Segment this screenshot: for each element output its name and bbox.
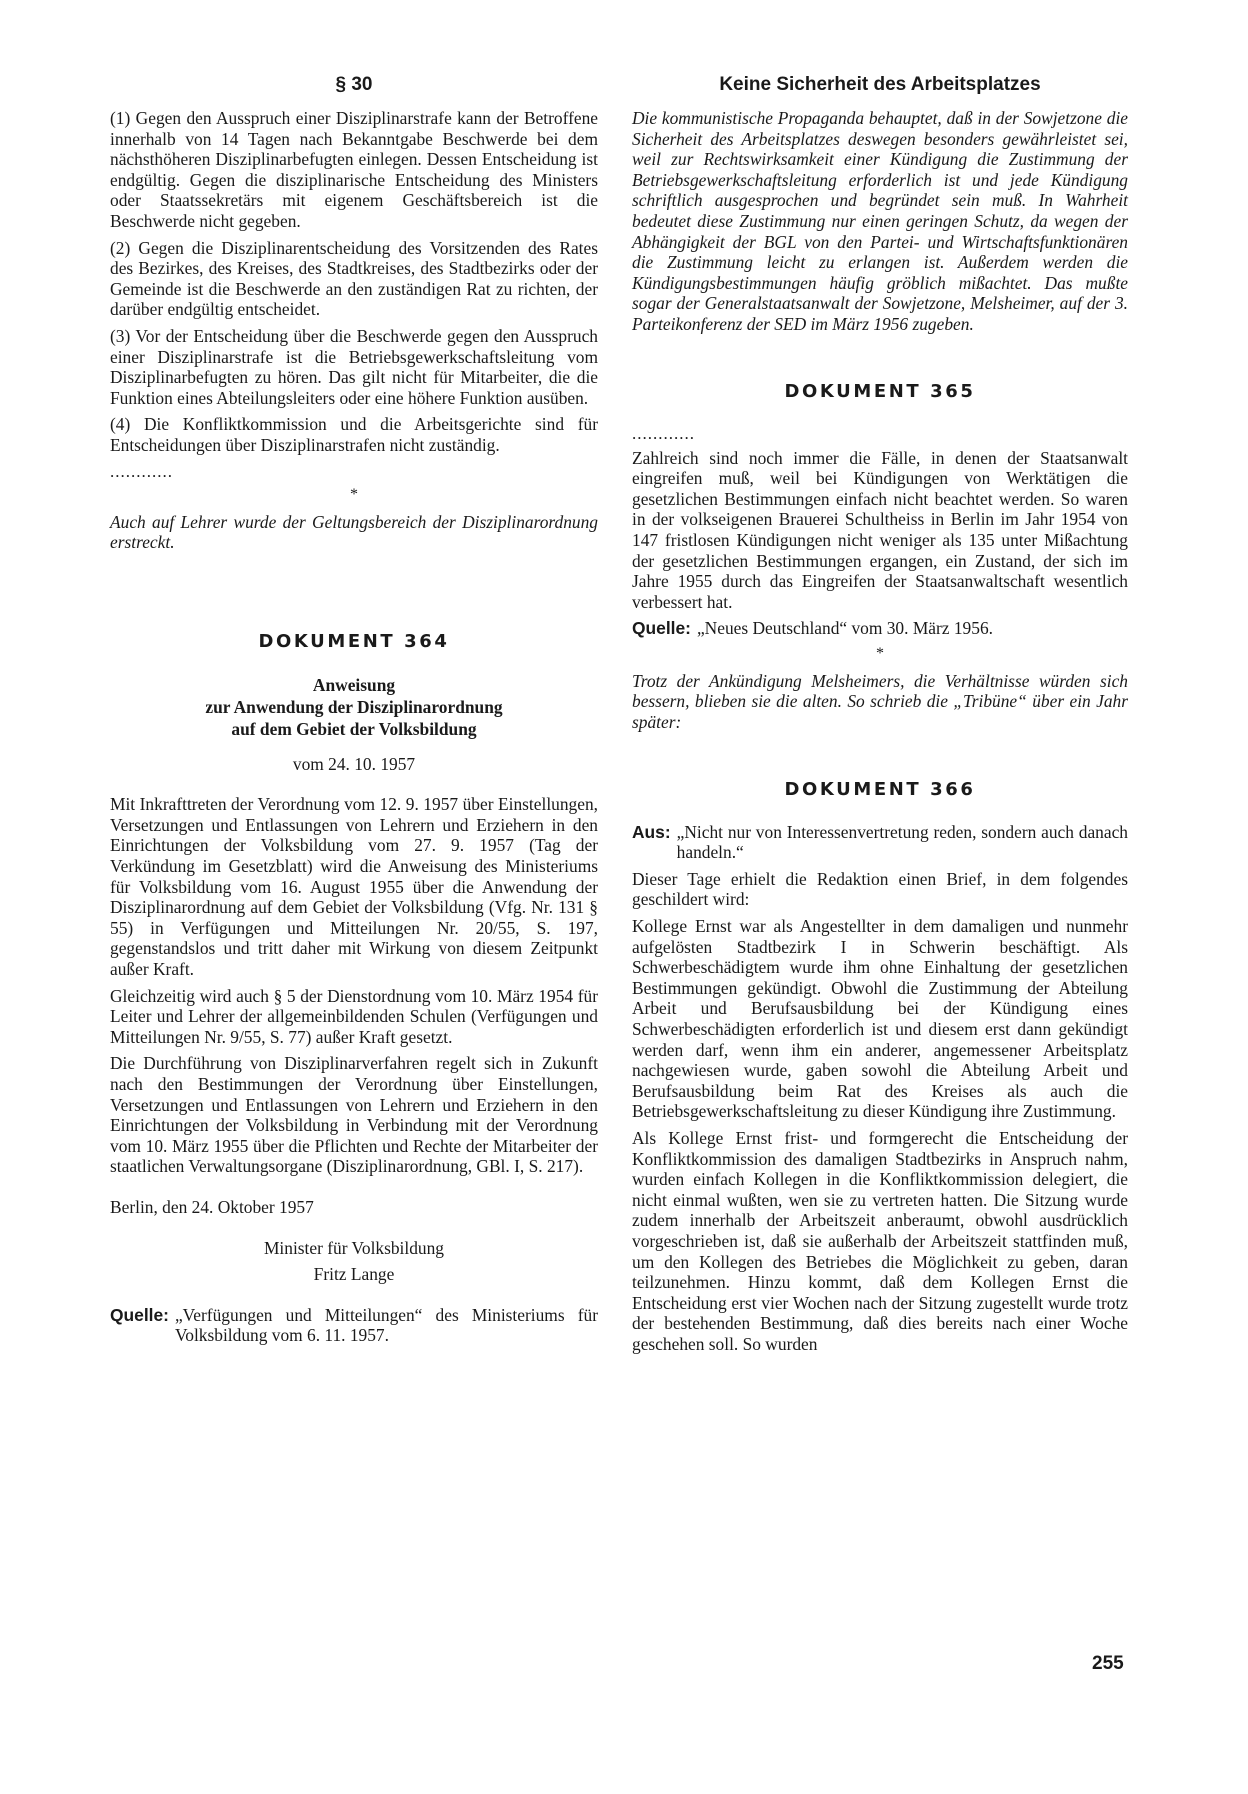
document-365-source <box>632 618 1128 639</box>
right-column <box>632 64 1128 1361</box>
document-364-source <box>110 1305 598 1346</box>
document-366-paragraph-2: Kollege Ernst war als Angestellter in dem damaligen und nunmehr aufgelösten Stadtbezirk I in Schwerin beschäftigt. Als Schwerbeschädigtem wurde ihm ohne Einhaltung der gesetzlichen Bestimmungen gekündigt. Obwohl die Zustimmung der Abteilung Arbeit und Berufsausbildung bei der Kündigung eines Schwerbeschädigten erforderlich ist und diesem erst dann gekündigt werden darf, wenn ihm ein anderer, angemessener Arbeitsplatz nachgewiesen wurde, gaben sowohl die Abteilung Arbeit und Berufsausbildung beim Rat des Kreises als auch die Betriebsgewerkschaftsleitung zu dieser Kündigung ihre Zustimmung. <box>632 916 1128 1122</box>
document-366-paragraph-3: Als Kollege Ernst frist- und formgerecht die Entscheidung der Konfliktkommission des damaligen Stadtbezirks in Anspruch nahm, wurden einfach Kollegen in die Konfliktkommission delegiert, die nicht einmal wußten, wen sie zu vertreten hatten. Die Sitzung wurde zudem innerhalb der Arbeitszeit anberaumt, obwohl ausdrücklich vorgeschrieben ist, daß sie außerhalb der Arbeitszeit stattfinden muß, um den Kollegen des Betriebes die Möglichkeit zu geben, daran teilzunehmen. Hinzu kommt, daß dem Kollegen Ernst die Entscheidung erst vier Wochen nach der Sitzung zugestellt wurde trotz der bestehenden Bestimmung, daß dies bereits nach einer Woche geschehen soll. So wurden <box>632 1127 1128 1354</box>
paragraph-4: (4) Die Konfliktkommission und die Arbeitsgerichte sind für Entscheidungen über Disziplinarstrafen nicht zuständig. <box>110 414 598 455</box>
editorial-note: Trotz der Ankündigung Melsheimers, die Verhältnisse würden sich bessern, blieben sie die alten. So schrieb die „Tribüne“ über ein Jahr später: <box>632 670 1128 733</box>
document-364-place-date: Berlin, den 24. Oktober 1957 <box>110 1196 314 1217</box>
document-364-paragraph-3: Die Durchführung von Disziplinarverfahren regelt sich in Zukunft nach den Bestimmungen der Verordnung über Einstellungen, Versetzungen und Entlassungen von Lehrern und Erziehern in den Einrichtungen der Volksbildung in Verbindung mit der Verordnung vom 10. März 1955 über die Pflichten und Rechte der Mitarbeiter der staatlichen Verwaltungsorgane (Disziplinarordnung, GBl. I, S. 217). <box>110 1053 598 1177</box>
paragraph-3: (3) Vor der Entscheidung über die Beschwerde gegen den Ausspruch einer Disziplinarstrafe ist die Betriebsgewerkschaftsleitung vom Disziplinarbefugten zu hören. Das gilt nicht für Mitarbeiter, die die Funktion eines Abteilungsleiters oder eine höhere Funktion ausüben. <box>110 325 598 408</box>
left-column <box>110 64 598 1352</box>
paragraph-number: § 30 <box>335 74 373 95</box>
section-intro: Die kommunistische Propaganda behauptet, daß in der Sowjetzone die Sicherheit des Arbeitsplatzes deswegen besonders gewährleistet sei, weil zur Rechtswirksamkeit einer Kündigung die Zustimmung der Betriebsgewerkschaftsleitung erforderlich ist und jede Kündigung schriftlich ausgesprochen und begründet sein muß. In Wahrheit bedeutet diese Zustimmung nur einen geringen Schutz, da wegen der Abhängigkeit der BGL von den Partei- und Wirtschaftsfunktionären die Zustimmung leicht zu erlangen ist. Außerdem werden die Kündigungsbestimmungen häufig gröblich mißachtet. Das mußte sogar der Generalstaatsanwalt der Sowjetzone, Melsheimer, auf der 3. Parteikonferenz der SED im März 1956 zugeben. <box>632 108 1128 334</box>
document-364-paragraph-1: Mit Inkrafttreten der Verordnung vom 12. 9. 1957 über Einstellungen, Versetzungen und Entlassungen von Lehrern und Erziehern in den Einrichtungen der Volksbildung vom 27. 9. 1957 (Tag der Verkündung im Gesetzblatt) wird die Anweisung des Ministeriums für Volksbildung vom 16. August 1955 über die Anwendung der Disziplinarordnung auf dem Gebiet der Volksbildung (Vfg. Nr. 131 § 55) in Verfügungen und Mitteilungen Nr. 20/55, S. 197, gegenstandslos und tritt daher mit Wirkung von diesem Zeitpunkt außer Kraft. <box>110 794 598 980</box>
document-366-source <box>632 822 1128 863</box>
separator-star: * <box>876 644 884 662</box>
paragraph-1: (1) Gegen den Ausspruch einer Disziplinarstrafe kann der Betroffene innerhalb von 14 Tagen nach Bekanntgabe Beschwerde bei dem nächsthöheren Disziplinarbefugten einlegen. Dessen Entscheidung ist endgültig. Gegen die disziplinarische Entscheidung des Ministers oder Staatssekretärs mit eigenem Geschäftsbereich ist die Beschwerde nicht gegeben. <box>110 108 598 231</box>
source-label: Quelle: <box>632 618 691 639</box>
document-365-heading: DOKUMENT 365 <box>784 380 976 402</box>
source-label: Aus: <box>632 821 671 842</box>
document-364-signer-name: Fritz Lange <box>313 1264 395 1285</box>
separator-star: * <box>350 485 358 503</box>
document-364-title-line-3: auf dem Gebiet der Volksbildung <box>231 718 477 739</box>
paragraph-2: (2) Gegen die Disziplinarentscheidung des Vorsitzenden des Rates des Bezirkes, des Kreises, des Stadtkreises, des Stadtbezirks oder der Gemeinde ist die Beschwerde an den zuständigen Rat zu richten, der darüber endgültig entscheidet. <box>110 237 598 320</box>
document-364-heading: DOKUMENT 364 <box>258 630 450 652</box>
document-366-heading: DOKUMENT 366 <box>784 778 976 800</box>
document-364-signer-title: Minister für Volksbildung <box>263 1237 445 1258</box>
document-364-paragraph-2: Gleichzeitig wird auch § 5 der Dienstordnung vom 10. März 1954 für Leiter und Lehrer der allgemeinbildenden Schulen (Verfügungen und Mitteilungen Nr. 9/55, S. 77) außer Kraft gesetzt. <box>110 985 598 1047</box>
editorial-note: Auch auf Lehrer wurde der Geltungsbereich der Disziplinarordnung erstreckt. <box>110 511 598 553</box>
document-365-text: Zahlreich sind noch immer die Fälle, in denen der Staatsanwalt eingreifen muß, weil bei Kündigungen von Werktätigen die gesetzlichen Bestimmungen einfach nicht beachtet werden. So waren in der volkseigenen Brauerei Schultheiss in Berlin im Jahr 1954 von 147 fristlosen Kündigungen nicht weniger als 135 unter Mißachtung der gesetzlichen Bestimmungen ergangen, ein Zustand, der sich im Jahre 1955 durch das Eingreifen der Staatsanwaltschaft wesentlich verbessert hat. <box>632 447 1128 612</box>
section-title: Keine Sicherheit des Arbeitsplatzes <box>719 74 1041 95</box>
document-364-date: vom 24. 10. 1957 <box>292 753 416 774</box>
source-label: Quelle: <box>110 1304 169 1325</box>
document-366-paragraph-1: Dieser Tage erhielt die Redaktion einen Brief, in dem folgendes geschildert wird: <box>632 868 1128 910</box>
ellipsis-dots: ............ <box>632 423 695 443</box>
document-364-title-line-2: zur Anwendung der Disziplinarordnung <box>205 696 503 717</box>
source-text: „Nicht nur von Interessenvertretung reden, sondern auch danach handeln.“ <box>676 821 1128 863</box>
ellipsis-dots: ............ <box>110 461 173 481</box>
source-text: „Verfügungen und Mitteilungen“ des Ministeriums für Volksbildung vom 6. 11. 1957. <box>174 1304 598 1346</box>
page-number: 255 <box>1092 1653 1124 1674</box>
document-364-title-line-1: Anweisung <box>312 674 396 695</box>
source-text: „Neues Deutschland“ vom 30. März 1956. <box>696 618 993 639</box>
